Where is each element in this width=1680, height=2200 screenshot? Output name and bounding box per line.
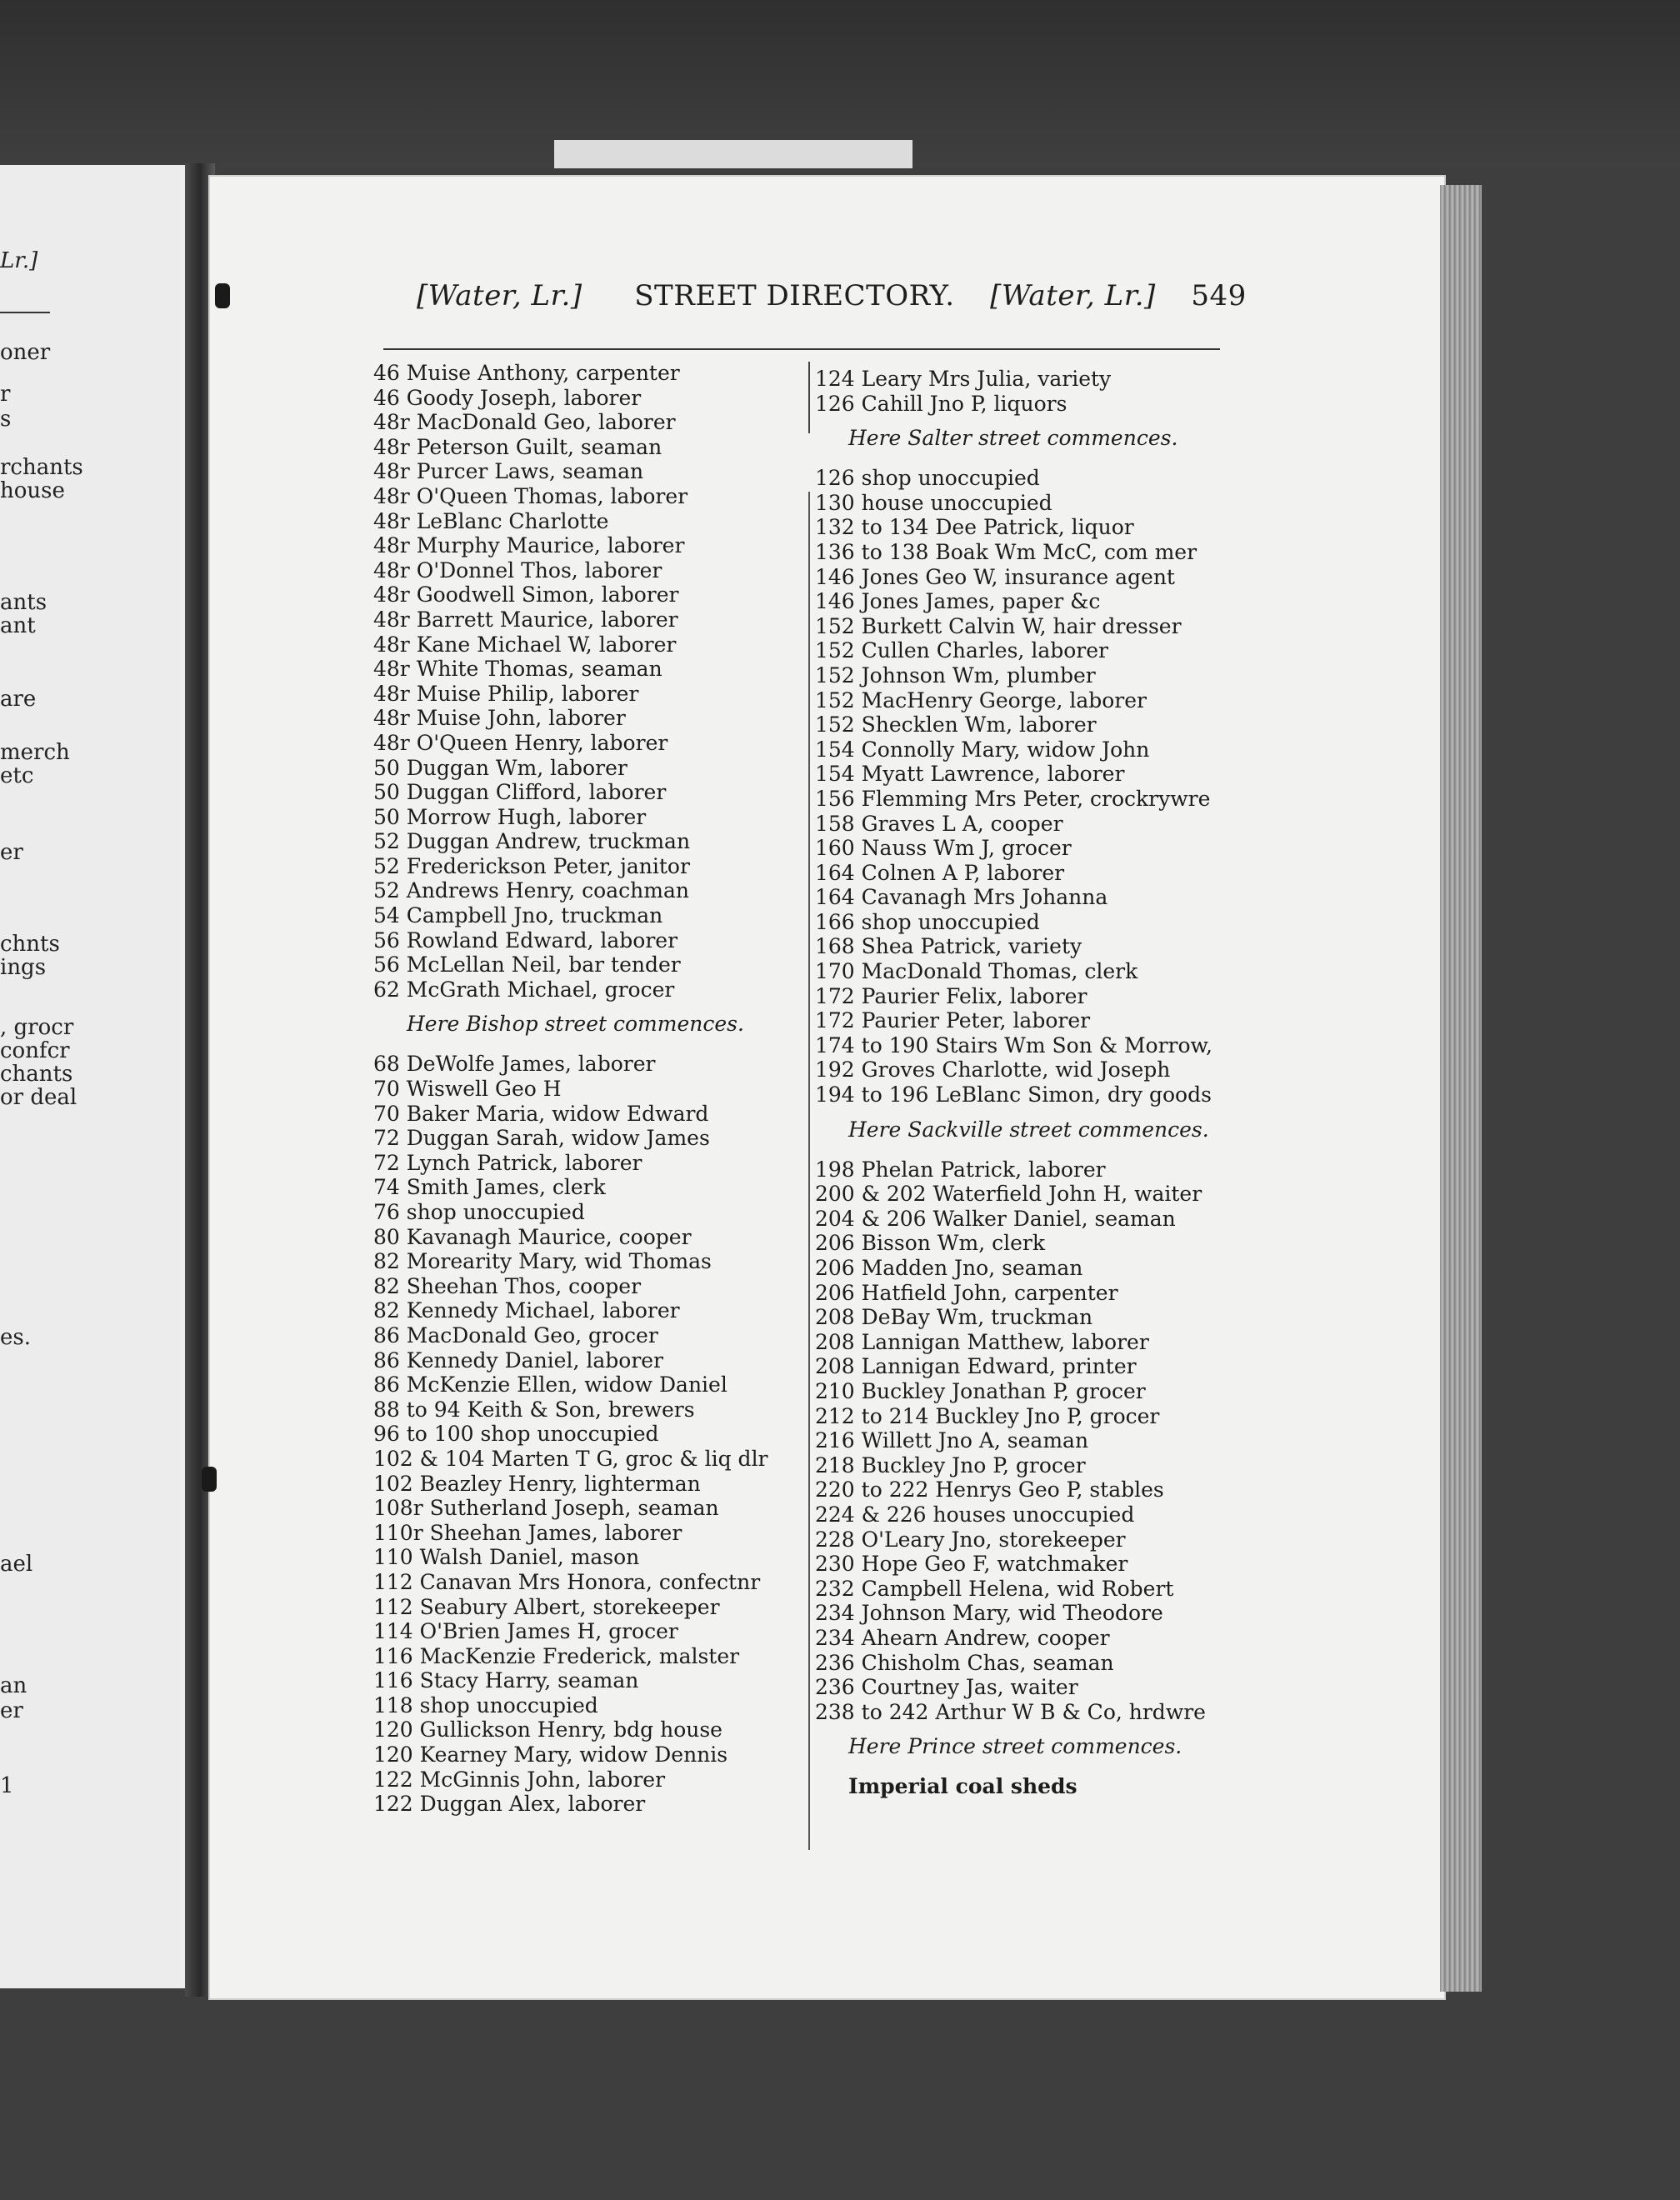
directory-entry: 116 Stacy Harry, seaman [373,1668,639,1693]
directory-entry: 110 Walsh Daniel, mason [373,1545,640,1570]
left-page-fragment: 1 [0,1773,14,1798]
directory-entry: 220 to 222 Henrys Geo P, stables [815,1478,1164,1502]
header-right-tag: [Water, Lr.] [990,279,1156,312]
directory-entry: 168 Shea Patrick, variety [815,934,1082,959]
directory-entry: 152 MacHenry George, laborer [815,688,1147,712]
column-divider [808,492,810,1850]
directory-entry: 48r Peterson Guilt, seaman [373,434,662,459]
left-page-fragment: ant [0,613,36,638]
directory-entry: 114 O'Brien James H, grocer [373,1619,678,1644]
street-heading: Here Salter street commences. [848,426,1178,451]
directory-entry: 118 shop unoccupied [373,1692,598,1718]
directory-entry: 88 to 94 Keith & Son, brewers [373,1397,695,1422]
right-column [815,367,1248,1799]
directory-entry: 48r Barrett Maurice, laborer [373,607,678,632]
directory-entry: 82 Sheehan Thos, cooper [373,1273,642,1298]
left-page-fragment: chnts [0,932,60,957]
directory-entry: 70 Wiswell Geo H [373,1077,562,1102]
directory-entry: 192 Groves Charlotte, wid Joseph [815,1058,1171,1082]
directory-entry: 232 Campbell Helena, wid Robert [815,1576,1174,1601]
left-page-fragment: r [0,382,11,407]
left-page-fragment: ings [0,955,47,980]
left-page-fragment: ants [0,590,48,615]
directory-entry: 234 Johnson Mary, wid Theodore [815,1601,1163,1626]
directory-entry: 48r Muise Philip, laborer [373,681,639,706]
directory-entry: 152 Shecklen Wm, laborer [815,712,1097,738]
directory-entry: 86 Kennedy Daniel, laborer [373,1348,664,1372]
directory-entry: 236 Chisholm Chas, seaman [815,1650,1114,1675]
directory-entry: 198 Phelan Patrick, laborer [815,1157,1106,1182]
directory-entry: 126 shop unoccupied [815,466,1040,491]
directory-entry: 228 O'Leary Jno, storekeeper [815,1527,1126,1552]
left-page-fragment: es. [0,1325,31,1350]
directory-entry: 56 McLellan Neil, bar tender [373,952,681,978]
directory-entry: 112 Seabury Albert, storekeeper [373,1594,720,1619]
directory-entry: 48r MacDonald Geo, laborer [373,410,676,435]
left-page-fragment: Lr.] [0,248,38,273]
left-page-fragment: oner [0,340,51,365]
directory-entry: 112 Canavan Mrs Honora, confectnr [373,1569,761,1594]
binding-thread [215,283,230,308]
directory-entry: 120 Gullickson Henry, bdg house [373,1718,722,1742]
directory-entry: 122 Duggan Alex, laborer [373,1792,646,1817]
left-page-fragment: s [0,407,12,432]
directory-entry: 48r O'Donnel Thos, laborer [373,558,662,582]
directory-entry: 172 Paurier Felix, laborer [815,983,1088,1008]
left-page-fragment: or deal [0,1085,78,1110]
directory-entry: 46 Goody Joseph, laborer [373,385,642,410]
left-page-fragment: chants [0,1062,73,1087]
directory-entry: 152 Cullen Charles, laborer [815,638,1108,663]
directory-entry: 146 Jones James, paper &c [815,589,1101,614]
directory-entry: 56 Rowland Edward, laborer [373,928,678,952]
page-number: 549 [1191,279,1247,312]
left-page-fragment: etc [0,763,34,788]
left-page-fragment: er [0,840,23,865]
directory-entry: 48r LeBlanc Charlotte [373,508,609,533]
directory-entry: 136 to 138 Boak Wm McC, com mer [815,539,1198,564]
directory-entry: 116 MacKenzie Frederick, malster [373,1643,740,1668]
left-column [373,361,807,1817]
directory-entry: 216 Willett Jno A, seaman [815,1428,1089,1453]
directory-entry: 102 Beazley Henry, lighterman [373,1471,701,1496]
directory-entry: 194 to 196 LeBlanc Simon, dry goods [815,1082,1212,1108]
left-page-fragment: er [0,1698,23,1723]
left-page-fragment: an [0,1673,28,1698]
closing-line: Imperial coal sheds [848,1774,1078,1799]
directory-entry: 86 McKenzie Ellen, widow Daniel [373,1372,728,1398]
directory-entry: 48r Murphy Maurice, laborer [373,533,685,558]
directory-entry: 86 MacDonald Geo, grocer [373,1322,658,1348]
directory-entry: 174 to 190 Stairs Wm Son & Morrow, [815,1032,1212,1058]
directory-entry: 238 to 242 Arthur W B & Co, hrdwre [815,1699,1206,1724]
directory-entry: 206 Hatfield John, carpenter [815,1280,1118,1305]
directory-entry: 68 DeWolfe James, laborer [373,1052,656,1077]
directory-entry: 132 to 134 Dee Patrick, liquor [815,515,1134,540]
directory-entry: 208 DeBay Wm, truckman [815,1305,1093,1330]
paper-tab [554,140,912,168]
directory-entry: 62 McGrath Michael, grocer [373,977,675,1002]
directory-entry: 52 Andrews Henry, coachman [373,878,689,903]
directory-entry: 48r O'Queen Henry, laborer [373,730,668,755]
directory-entry: 48r White Thomas, seaman [373,657,662,682]
directory-entry: 230 Hope Geo F, watchmaker [815,1552,1128,1577]
directory-entry: 46 Muise Anthony, carpenter [373,361,680,385]
directory-entry: 54 Campbell Jno, truckman [373,903,663,928]
directory-entry: 130 house unoccupied [815,490,1052,515]
directory-entry: 120 Kearney Mary, widow Dennis [373,1742,728,1768]
directory-entry: 76 shop unoccupied [373,1200,585,1224]
page-edges [1440,185,1482,1992]
directory-entry: 218 Buckley Jno P, grocer [815,1452,1086,1478]
directory-entry: 224 & 226 houses unoccupied [815,1502,1135,1527]
directory-entry: 156 Flemming Mrs Peter, crockrywre [815,786,1211,811]
directory-entry: 154 Connolly Mary, widow John [815,737,1150,762]
directory-entry: 82 Morearity Mary, wid Thomas [373,1249,712,1274]
directory-entry: 236 Courtney Jas, waiter [815,1675,1078,1700]
directory-entry: 152 Burkett Calvin W, hair dresser [815,613,1182,638]
left-page-rule [0,312,50,313]
directory-entry: 164 Colnen A P, laborer [815,860,1065,885]
directory-entry: 206 Bisson Wm, clerk [815,1231,1045,1256]
directory-entry: 146 Jones Geo W, insurance agent [815,564,1175,589]
directory-entry: 108r Sutherland Joseph, seaman [373,1496,719,1521]
directory-entry: 200 & 202 Waterfield John H, waiter [815,1182,1202,1207]
header-title: STREET DIRECTORY. [634,279,955,312]
directory-entry: 154 Myatt Lawrence, laborer [815,762,1125,787]
directory-entry: 110r Sheehan James, laborer [373,1520,682,1545]
directory-entry: 124 Leary Mrs Julia, variety [815,367,1112,391]
street-heading: Here Prince street commences. [848,1734,1182,1759]
left-page-fragment: , grocr [0,1015,74,1040]
directory-entry: 96 to 100 shop unoccupied [373,1422,659,1447]
left-page-fragment: house [0,478,65,503]
directory-entry: 212 to 214 Buckley Jno P, grocer [815,1403,1160,1428]
directory-entry: 70 Baker Maria, widow Edward [373,1101,709,1126]
column-divider [808,362,810,433]
directory-entry: 122 McGinnis John, laborer [373,1767,666,1792]
directory-entry: 208 Lannigan Edward, printer [815,1354,1137,1379]
directory-entry: 204 & 206 Walker Daniel, seaman [815,1206,1176,1231]
directory-entry: 206 Madden Jno, seaman [815,1256,1083,1280]
directory-entry: 50 Duggan Clifford, laborer [373,780,667,805]
directory-entry: 172 Paurier Peter, laborer [815,1008,1091,1033]
directory-entry: 234 Ahearn Andrew, cooper [815,1625,1110,1650]
street-heading: Here Sackville street commences. [848,1117,1209,1142]
directory-entry: 82 Kennedy Michael, laborer [373,1298,680,1323]
left-page-fragment: are [0,687,37,712]
binding-thread [202,1467,217,1492]
directory-entry: 52 Duggan Andrew, truckman [373,829,691,854]
directory-entry: 72 Duggan Sarah, widow James [373,1126,710,1151]
directory-entry: 158 Graves L A, cooper [815,811,1063,836]
directory-entry: 50 Morrow Hugh, laborer [373,804,647,829]
directory-entry: 208 Lannigan Matthew, laborer [815,1329,1149,1354]
directory-entry: 166 shop unoccupied [815,909,1040,934]
left-page-fragment: rchants [0,455,83,480]
directory-entry: 102 & 104 Marten T G, groc & liq dlr [373,1446,768,1471]
directory-entry: 48r Kane Michael W, laborer [373,632,677,657]
directory-entry: 48r O'Queen Thomas, laborer [373,483,688,508]
left-page-fragment: ael [0,1552,33,1577]
directory-entry: 210 Buckley Jonathan P, grocer [815,1378,1146,1403]
directory-entry: 164 Cavanagh Mrs Johanna [815,885,1108,910]
directory-entry: 160 Nauss Wm J, grocer [815,836,1072,861]
header-rule [383,348,1220,350]
directory-entry: 80 Kavanagh Maurice, cooper [373,1224,692,1249]
directory-entry: 170 MacDonald Thomas, clerk [815,959,1138,984]
directory-entry: 50 Duggan Wm, laborer [373,755,628,780]
directory-entry: 52 Frederickson Peter, janitor [373,853,690,878]
left-facing-page [0,165,200,1988]
left-page-fragment: merch [0,740,70,765]
running-head [417,279,1250,321]
directory-entry: 48r Goodwell Simon, laborer [373,582,679,608]
directory-entry: 72 Lynch Patrick, laborer [373,1150,642,1175]
header-left-tag: [Water, Lr.] [417,279,582,312]
directory-entry: 74 Smith James, clerk [373,1175,606,1200]
directory-entry: 48r Purcer Laws, seaman [373,459,644,484]
directory-entry: 126 Cahill Jno P, liquors [815,391,1068,416]
directory-entry: 152 Johnson Wm, plumber [815,662,1096,688]
directory-entry: 48r Muise John, laborer [373,706,626,731]
left-page-fragment: confcr [0,1038,70,1063]
street-heading: Here Bishop street commences. [407,1012,744,1037]
